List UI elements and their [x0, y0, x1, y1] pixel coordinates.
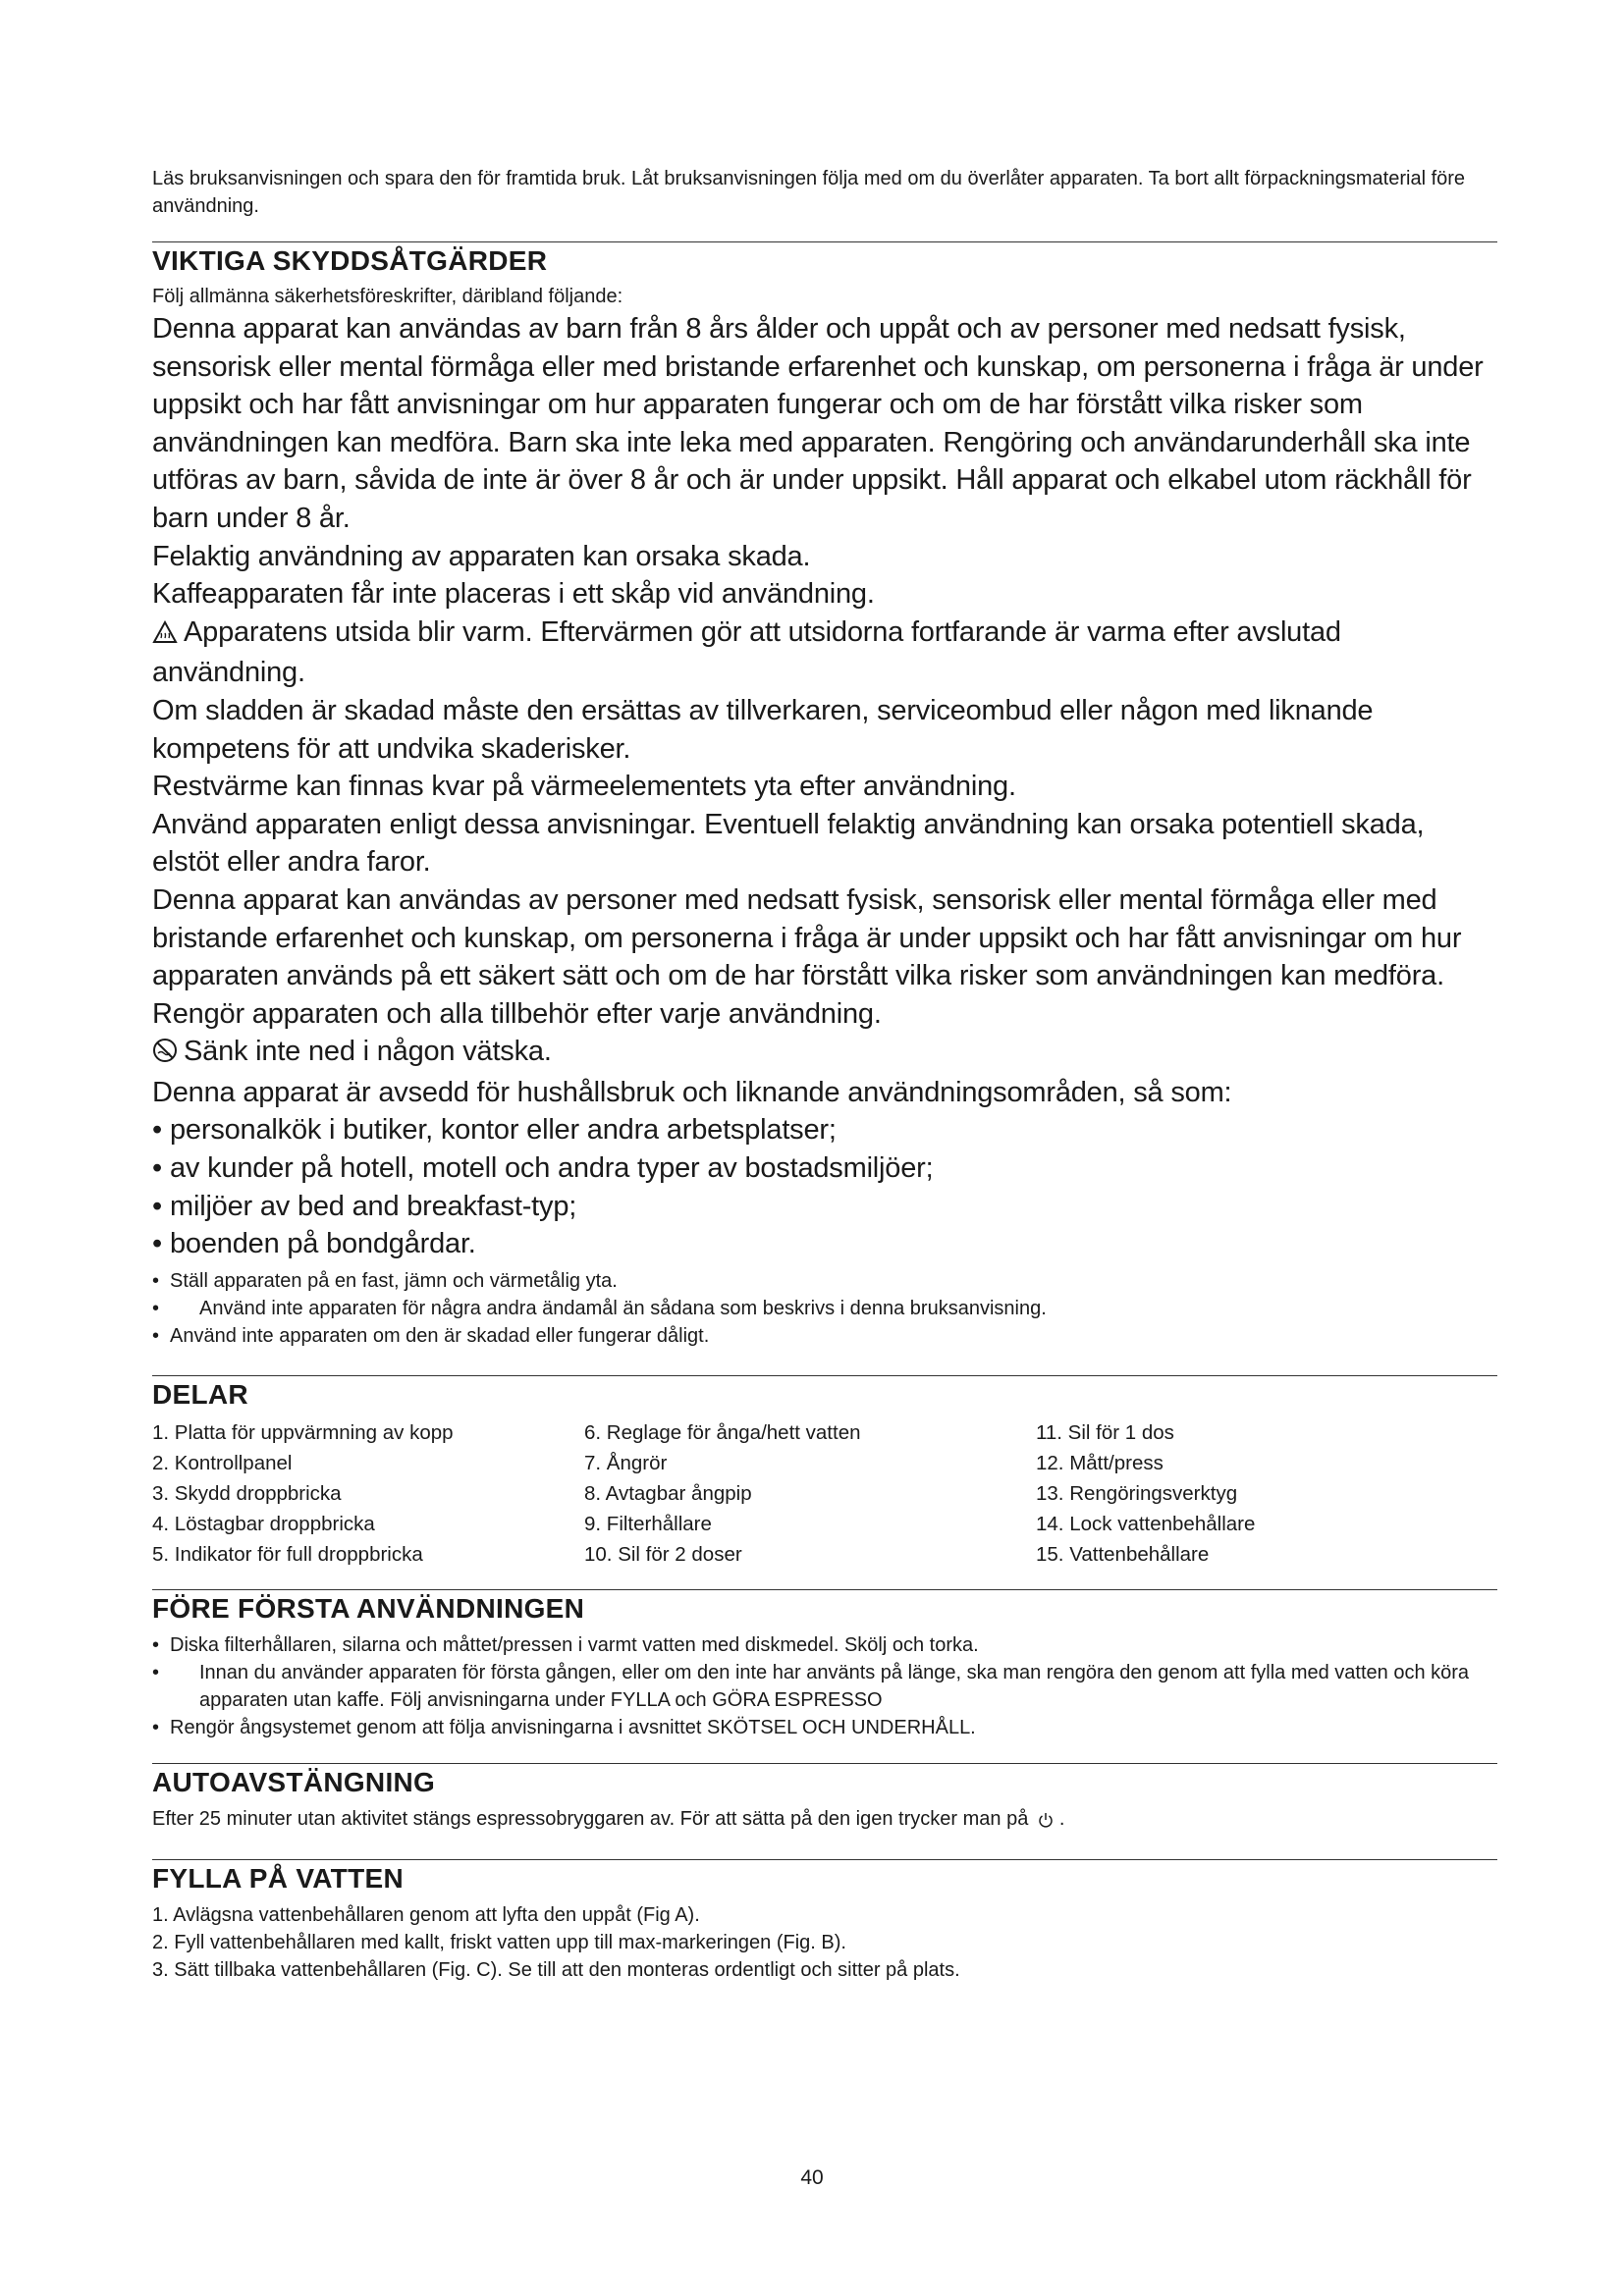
immersion-text: Sänk inte ned i någon vätska.: [184, 1036, 552, 1068]
page-number: 40: [800, 2166, 824, 2189]
list-item: • personalkök i butiker, kontor eller andra arbetsplatser;: [152, 1111, 1497, 1149]
first-use-list: [152, 1631, 1497, 1741]
fill-water-section-header: [152, 1859, 1497, 1897]
first-use-heading: FÖRE FÖRSTA ANVÄNDNINGEN: [152, 1592, 585, 1624]
part-item: 3. Skydd droppbricka: [152, 1481, 342, 1505]
first-use-section: [152, 1589, 1497, 1741]
safety-paragraph: Denna apparat är avsedd för hushållsbruk och liknande användningsområden, så som:: [152, 1076, 1232, 1108]
list-item: • av kunder på hotell, motell och andra typer av bostadsmiljöer;: [152, 1149, 1497, 1188]
safety-paragraph: Om sladden är skadad måste den ersättas av tillverkaren, serviceombud eller någon med liknande kompetens för att undvika skaderisker.: [152, 694, 1374, 765]
part-item: 4. Löstagbar droppbricka: [152, 1512, 375, 1535]
safety-paragraph: Kaffeapparaten får inte placeras i ett skåp vid användning.: [152, 578, 875, 611]
part-item: 1. Platta för uppvärmning av kopp: [152, 1420, 454, 1444]
safety-heading: VIKTIGA SKYDDSÅTGÄRDER: [152, 245, 548, 276]
part-item: 12. Mått/press: [1036, 1451, 1164, 1474]
fill-water-heading: FYLLA PÅ VATTEN: [152, 1862, 404, 1894]
safety-body: [152, 310, 1497, 1263]
list-item: • Använd inte apparaten för några andra ändamål än sådana som beskrivs i denna bruksanvisning.: [152, 1295, 1497, 1322]
auto-off-text-line: Efter 25 minuter utan aktivitet stängs espressobryggaren av. För att sätta på den igen trycker man på .: [152, 1805, 1497, 1836]
part-item: 10. Sil för 2 doser: [584, 1542, 742, 1566]
first-use-section-header: [152, 1589, 1497, 1628]
part-item: 6. Reglage för ånga/hett vatten: [584, 1420, 861, 1444]
safety-paragraph: Använd apparaten enligt dessa anvisningar. Eventuell felaktig användning kan orsaka potentiell skada, elstöt eller andra faror.: [152, 808, 1425, 879]
safety-paragraph: Denna apparat kan användas av barn från 8 års ålder och uppåt och av personer med nedsatt fysisk, sensorisk eller mental förmåga eller med bristande erfarenhet och kunskap, om personerna i fråga är under uppsikt och har fått anvisningar om hur apparaten fungerar och om de har förstått vilka risker som användningen kan medföra. Barn ska inte leka med apparaten. Rengöring och användarunderhåll ska inte utföras av barn, såvida de inte är över 8 år och är under uppsikt. Håll apparat och elkabel utom räckhåll för barn under 8 år.: [152, 313, 1484, 534]
safety-subtitle: Följ allmänna säkerhetsföreskrifter, däribland följande:: [152, 286, 623, 307]
list-item: 2. Fyll vattenbehållaren med kallt, friskt vatten upp till max-markeringen (Fig. B).: [152, 1931, 846, 1953]
safety-paragraph: Rengör apparaten och alla tillbehör efter varje användning.: [152, 997, 882, 1030]
manual-page: [152, 165, 1497, 1984]
list-item: 1. Avlägsna vattenbehållaren genom att lyfta den uppåt (Fig A).: [152, 1903, 700, 1926]
list-item: • Innan du använder apparaten för första gången, eller om den inte har använts på länge, ska man rengöra den genom att fylla med vatten och köra apparaten utan kaffe. Följ anvisningarna under FYLLA och GÖRA ESPRESSO: [152, 1659, 1497, 1714]
list-item: • Ställ apparaten på en fast, jämn och värmetålig yta.: [152, 1267, 1497, 1295]
parts-list: [152, 1417, 1497, 1570]
list-item: • miljöer av bed and breakfast-typ;: [152, 1188, 1497, 1226]
no-immersion-icon: [152, 1036, 178, 1074]
part-item: 14. Lock vattenbehållare: [1036, 1512, 1256, 1535]
part-item: 15. Vattenbehållare: [1036, 1542, 1210, 1566]
parts-heading: DELAR: [152, 1378, 248, 1410]
parts-column: [584, 1417, 1036, 1570]
fill-water-section: [152, 1859, 1497, 1984]
safety-paragraph-warning: [152, 614, 1497, 692]
list-item: • Diska filterhållaren, silarna och måttet/pressen i varmt vatten med diskmedel. Skölj och torka.: [152, 1631, 1497, 1659]
safety-paragraph: Denna apparat kan användas av personer med nedsatt fysisk, sensorisk eller mental förmåga eller med bristande erfarenhet och kunskap, om personerna i fråga är under uppsikt och har fått anvisningar om hur apparaten används på ett säkert sätt och om de har förstått vilka risker som användningen kan medföra.: [152, 883, 1462, 992]
list-item: • Använd inte apparaten om den är skadad eller fungerar dåligt.: [152, 1322, 1497, 1350]
list-item: • Rengör ångsystemet genom att följa anvisningarna i avsnittet SKÖTSEL OCH UNDERHÅLL.: [152, 1714, 1497, 1741]
auto-off-section: [152, 1763, 1497, 1836]
part-item: 2. Kontrollpanel: [152, 1451, 293, 1474]
parts-section-header: [152, 1375, 1497, 1414]
auto-off-text: Efter 25 minuter utan aktivitet stängs espressobryggaren av. För att sätta på den igen trycker man på: [152, 1807, 1029, 1830]
part-item: 8. Avtagbar ångpip: [584, 1481, 752, 1505]
auto-off-heading: AUTOAVSTÄNGNING: [152, 1766, 436, 1797]
part-item: 5. Indikator för full droppbricka: [152, 1542, 423, 1566]
safety-paragraph: Felaktig användning av apparaten kan orsaka skada.: [152, 540, 811, 572]
safety-paragraph: Restvärme kan finnas kvar på värmeelementets yta efter användning.: [152, 771, 1016, 803]
part-item: 9. Filterhållare: [584, 1512, 712, 1535]
parts-column: [1036, 1417, 1497, 1570]
auto-off-section-header: [152, 1763, 1497, 1801]
list-item: • boenden på bondgårdar.: [152, 1225, 1497, 1263]
warning-text: Apparatens utsida blir varm. Eftervärmen gör att utsidorna fortfarande är varma efter avslutad användning.: [152, 615, 1341, 689]
parts-section: [152, 1375, 1497, 1570]
part-item: 7. Ångrör: [584, 1451, 668, 1474]
safety-section-header: [152, 241, 1497, 280]
hot-surface-warning-icon: [152, 616, 178, 655]
parts-column: [152, 1417, 584, 1570]
part-item: 11. Sil för 1 dos: [1036, 1420, 1174, 1444]
safety-small-list: [152, 1267, 1497, 1350]
fill-water-steps: [152, 1901, 1497, 1984]
safety-paragraph-immersion: [152, 1033, 1497, 1074]
list-item: 3. Sätt tillbaka vattenbehållaren (Fig. C). Se till att den monteras ordentligt och sitter på plats.: [152, 1958, 960, 1981]
intro-text: Läs bruksanvisningen och spara den för framtida bruk. Låt bruksanvisningen följa med om du överlåter apparaten. Ta bort allt förpackningsmaterial före användning.: [152, 168, 1466, 217]
power-icon: [1038, 1808, 1054, 1836]
part-item: 13. Rengöringsverktyg: [1036, 1481, 1238, 1505]
